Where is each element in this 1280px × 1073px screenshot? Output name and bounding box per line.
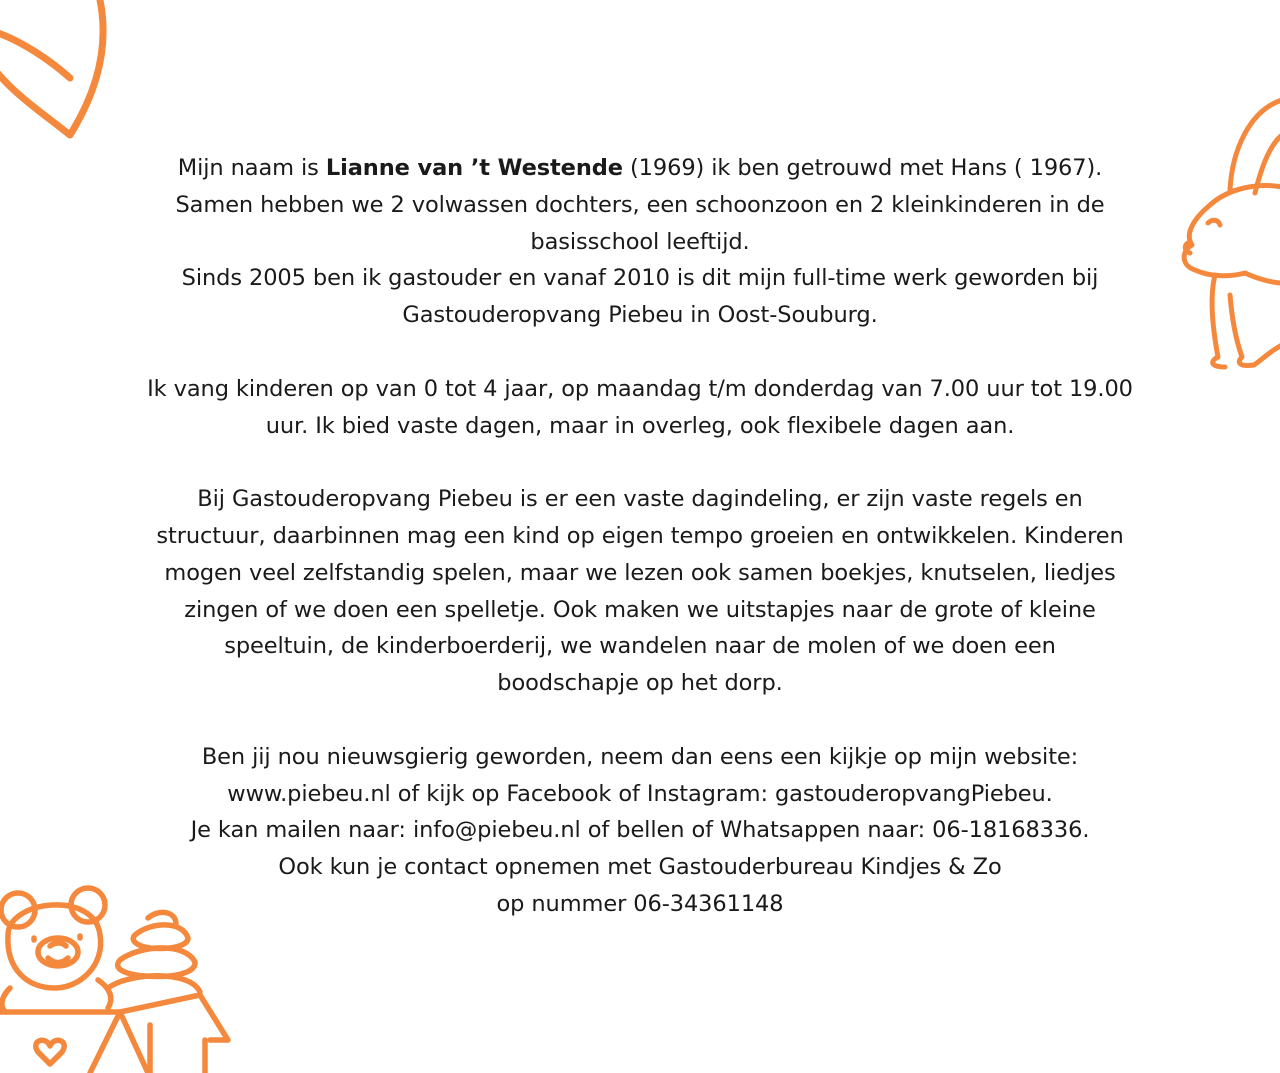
hours-line-2: uur. Ik bied vaste dagen, maar in overleg, ook flexibele dagen aan. [265,412,1015,439]
intro-line-1 [90,150,1190,187]
intro-line-2: Samen hebben we 2 volwassen dochters, een schoonzoon en 2 kleinkinderen in de [175,191,1105,218]
intro-line-1-post: (1969) ik ben getrouwd met Hans ( 1967). [622,155,1103,181]
structure-line-5: speeltuin, de kinderboerderij, we wandelen naar de molen of we doen een [224,633,1056,660]
structure-line-1: Bij Gastouderopvang Piebeu is er een vaste dagindeling, er zijn vaste regels en [197,486,1083,513]
contact-line-5: op nummer 06-34361148 [496,890,784,917]
contact-paragraph [90,739,1190,923]
intro-line-1-pre: Mijn naam is [177,155,326,181]
structure-paragraph [90,481,1190,702]
hours-paragraph [90,371,1190,445]
structure-line-3: mogen veel zelfstandig spelen, maar we lezen ook samen boekjes, knutselen, liedjes [164,559,1116,586]
intro-line-5: Gastouderopvang Piebeu in Oost-Souburg. [402,302,878,329]
structure-line-4: zingen of we doen een spelletje. Ook maken we uitstapjes naar de grote of kleine [184,596,1096,623]
contact-line-2: www.piebeu.nl of kijk op Facebook of Instagram: gastouderopvangPiebeu. [227,780,1053,807]
contact-line-3: Je kan mailen naar: info@piebeu.nl of bellen of Whatsappen naar: 06-18168336. [190,817,1090,844]
intro-line-4: Sinds 2005 ben ik gastouder en vanaf 2010 is dit mijn full-time werk geworden bij [181,265,1099,292]
structure-line-6: boodschapje op het dorp. [497,670,783,697]
heart-icon [0,0,115,140]
hours-line-1: Ik vang kinderen op van 0 tot 4 jaar, op maandag t/m donderdag van 7.00 uur tot 19.00 [147,375,1133,402]
structure-line-2: structuur, daarbinnen mag een kind op eigen tempo groeien en ontwikkelen. Kinderen [156,522,1124,549]
about-text [90,150,1190,960]
intro-line-3: basisschool leeftijd. [530,228,750,255]
contact-line-4: Ook kun je contact opnemen met Gastouderbureau Kindjes & Zo [278,854,1002,881]
contact-line-1: Ben jij nou nieuwsgierig geworden, neem dan eens een kijkje op mijn website: [201,743,1079,770]
intro-paragraph [90,150,1190,334]
caregiver-name: Lianne van ’t Westende [325,155,623,181]
